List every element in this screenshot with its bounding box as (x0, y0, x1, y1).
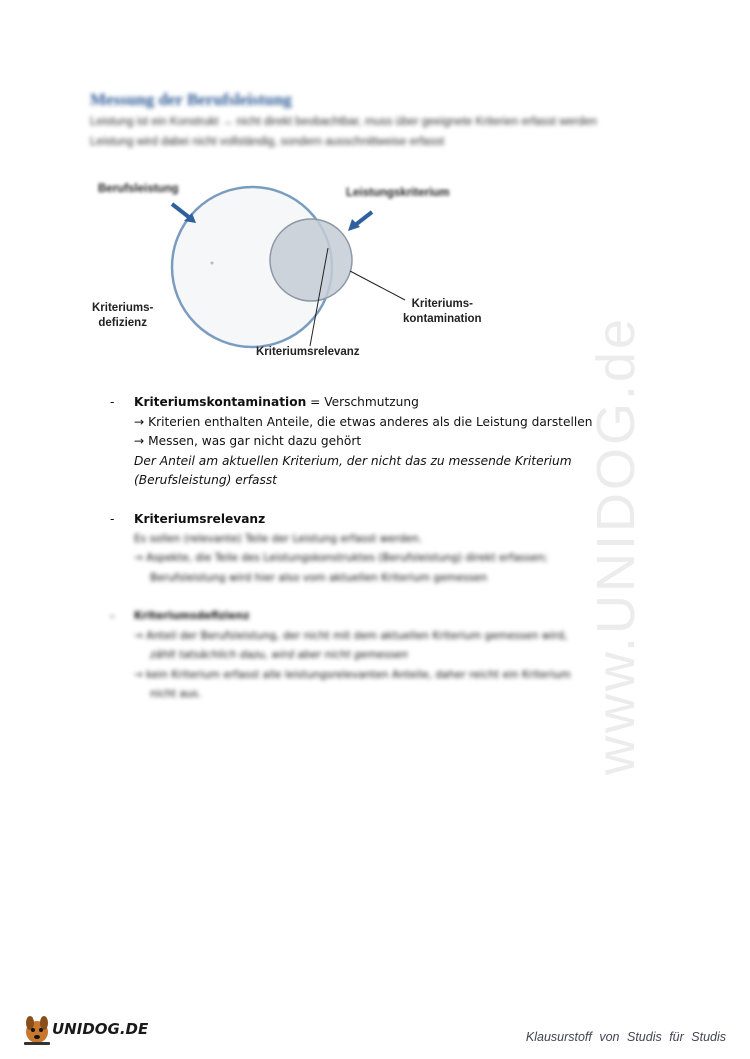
label-kriteriumsrelevanz: Kriteriumsrelevanz (256, 346, 360, 358)
label-kriteriumskontamination: Kriteriums- kontamination (403, 298, 482, 325)
kriterium-circle (270, 219, 352, 301)
footer-tagline: Klausurstoff von Studis für Studis (525, 1030, 726, 1044)
defizienz-line-3: → kein Kriterium erfasst alle leistungsrelevanten Anteile, daher reicht ein Kriterium (134, 668, 571, 681)
relevanz-title: Kriteriumsrelevanz (134, 512, 266, 526)
relevanz-line-1: Es sollen (relevante) Teile der Leistung erfasst werden. (134, 532, 423, 545)
relevanz-line-3: Berufsleistung wird hier also vom aktuellen Kriterium gemessen (150, 571, 488, 584)
pointer-kontamination (350, 271, 405, 300)
bullet-dash: - (110, 395, 115, 409)
unidog-logo (22, 1012, 162, 1048)
relevanz-line-2: → Aspekte, die Teile des Leistungskonstruktes (Berufsleistung) direkt erfassen; (134, 552, 548, 564)
watermark: www.UNIDOG.de (586, 315, 646, 775)
kontamination-line-1: → Kriterien enthalten Anteile, die etwas anderes als die Leistung darstellen (134, 414, 593, 429)
defizienz-marker (211, 262, 214, 265)
label-kriteriumsdefizienz: Kriteriums- defizienz (92, 302, 154, 329)
intro-line-2: Leistung wird dabei nicht vollständig, sondern ausschnittweise erfasst (90, 136, 445, 148)
bullet-dash: - (110, 609, 115, 623)
label-leistungskriterium: Leistungskriterium (346, 187, 450, 199)
intro-line-1: Leistung ist ein Konstrukt → nicht direkt beobachtbar, muss über geeignete Kriterien erfasst werden (90, 116, 597, 128)
venn-diagram (60, 170, 540, 370)
logo-text: UNIDOG.DE (52, 1020, 149, 1038)
kontamination-title: Kriteriumskontamination (134, 395, 307, 409)
defizienz-line-4: nicht aus. (150, 688, 202, 700)
kontamination-title-suffix: = Verschmutzung (306, 395, 419, 409)
dog-icon (22, 1012, 52, 1046)
page-heading: Messung der Berufsleistung (90, 90, 292, 109)
kontamination-definition: Der Anteil am aktuellen Kriterium, der nicht das zu messende Kriterium (Berufsleistung) erfasst (134, 453, 572, 487)
bullet-dash: - (110, 512, 115, 526)
label-berufsleistung: Berufsleistung (98, 183, 179, 195)
arrow-berufsleistung (172, 204, 190, 218)
defizienz-title: Kriteriumsdefizienz (134, 610, 250, 622)
defizienz-line-2: zählt tatsächlich dazu, wird aber nicht gemessen (150, 649, 408, 661)
defizienz-line-1: → Anteil der Berufsleistung, der nicht mit dem aktuellen Kriterium gemessen wird, (134, 629, 568, 642)
kontamination-line-2: → Messen, was gar nicht dazu gehört (134, 434, 362, 448)
venn-diagram-svg (60, 170, 540, 370)
